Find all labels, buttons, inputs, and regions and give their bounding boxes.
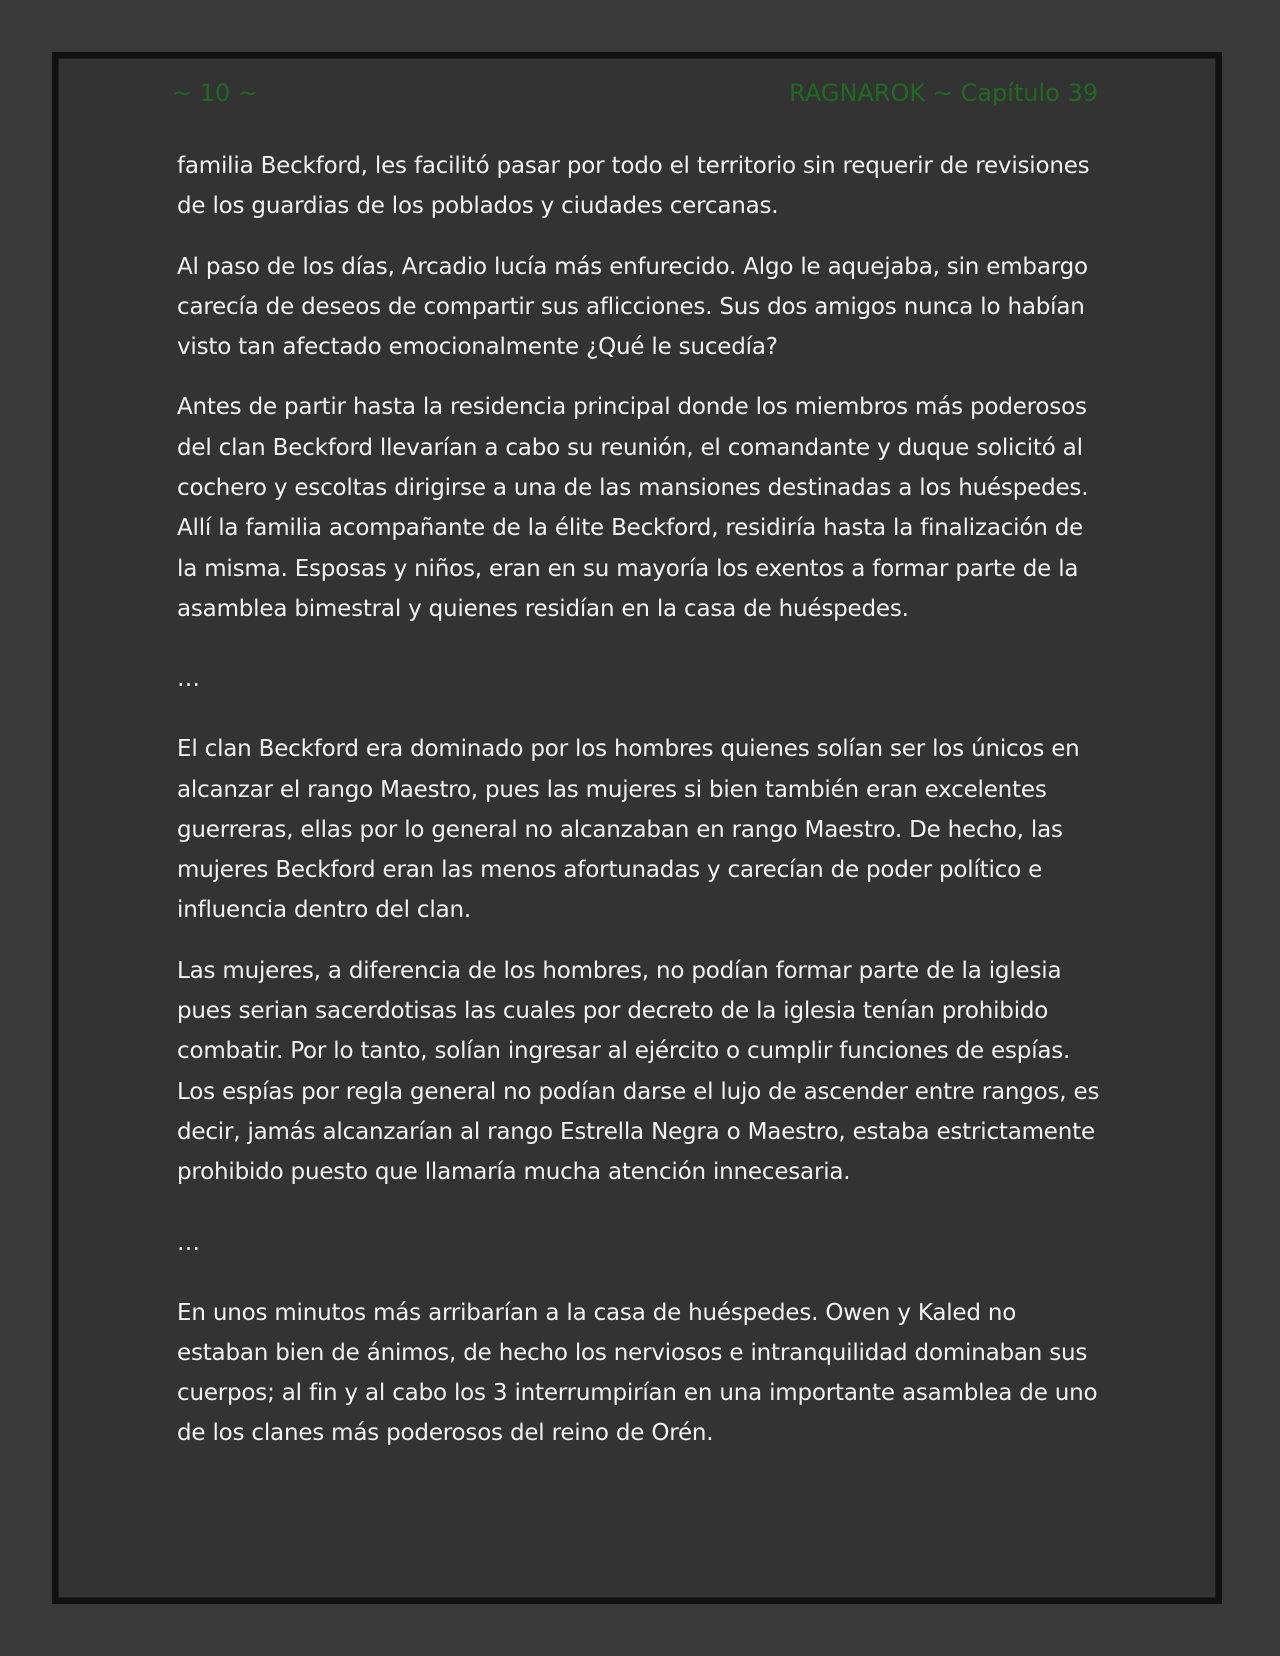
paragraph: familia Beckford, les facilitó pasar por todo el territorio sin requerir de revisiones de los guardias de los poblados y ciudades cercanas. [177, 153, 1090, 220]
scene-separator: … [177, 666, 200, 693]
paragraph: Las mujeres, a diferencia de los hombres, no podían formar parte de la iglesia pues serian sacerdotisas las cuales por decreto de la iglesia tenían prohibido combatir. Por lo tanto, solían ingresar al ejército o cumplir funciones de espías. Los espías por regla general no podían darse el lujo de ascender entre rangos, es decir, jamás alcanzarían al rango Estrella Negra o Maestro, estaba estrictamente prohibido puesto que llamaría mucha atención innecesaria. [177, 957, 1100, 1186]
paragraph: El clan Beckford era dominado por los hombres quienes solían ser los únicos en alcanzar el rango Maestro, pues las mujeres si bien también eran excelentes guerreras, ellas por lo general no alcanzaban en rango Maestro. De hecho, las mujeres Beckford eran las menos afortunadas y carecían de poder político e influencia dentro del clan. [177, 736, 1080, 924]
paragraph: Antes de partir hasta la residencia principal donde los miembros más poderosos del clan Beckford llevarían a cabo su reunión, el comandante y duque solicitó al cochero y escoltas dirigirse a una de las mansiones destinadas a los huéspedes. Allí la familia acompañante de la élite Beckford, residiría hasta la finalización de la misma. Esposas y niños, eran en su mayoría los exentos a formar parte de la asamblea bimestral y quienes residían en la casa de huéspedes. [177, 394, 1089, 622]
page-number: ~ 10 ~ [172, 79, 259, 107]
paragraph: En unos minutos más arribarían a la casa de huéspedes. Owen y Kaled no estaban bien de ánimos, de hecho los nerviosos e intranquilidad dominaban sus cuerpos; al fin y al cabo los 3 interrumpirían en una importante asamblea de uno de los clanes más poderosos del reino de Orén. [177, 1299, 1098, 1447]
page-body [177, 146, 1107, 1474]
paragraph: Al paso de los días, Arcadio lucía más enfurecido. Algo le aquejaba, sin embargo carecía de deseos de compartir sus aflicciones. Sus dos amigos nunca lo habían visto tan afectado emocionalmente ¿Qué le sucedía? [177, 253, 1088, 361]
book-chapter-title: RAGNAROK ~ Capítulo 39 [789, 79, 1098, 107]
scene-separator: … [177, 1229, 200, 1256]
page-header [172, 78, 1098, 108]
